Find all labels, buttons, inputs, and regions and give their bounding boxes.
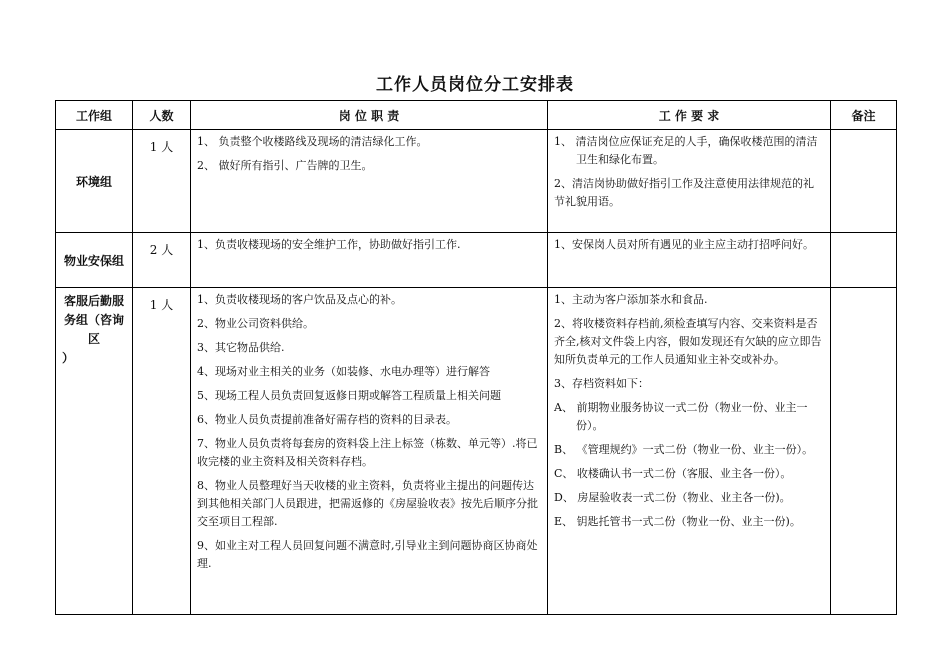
count-cell: 1 人 [133, 288, 191, 615]
note-cell [831, 288, 897, 615]
table-row [56, 288, 897, 615]
duty-item: 5、现场工程人员负责回复返修日期或解答工程质量上相关问题 [197, 389, 501, 402]
table-row [56, 130, 897, 233]
count-cell: 1 人 [133, 130, 191, 233]
header-count: 人数 [133, 101, 191, 130]
requirement-cell [548, 130, 831, 233]
requirement-item: 2、将收楼资料存档前,须检查填写内容、交来资料是否齐全,核对文件袋上内容，假如发现还有欠缺的应立即告知所负责单元的工作人员通知业主补交或补办。 [554, 317, 822, 366]
duty-item: 8、物业人员整理好当天收楼的业主资料，负责将业主提出的问题传达到其他相关部门人员跟进，把需返修的《房屋验收表》按先后顺序分批交至项目工程部. [197, 479, 538, 528]
header-duty: 岗 位 职 责 [191, 101, 548, 130]
table-header-row [56, 101, 897, 130]
requirement-item: 1、安保岗人员对所有遇见的业主应主动打招呼问好。 [554, 238, 814, 251]
group-cell: 物业安保组 [56, 233, 133, 288]
requirement-item: A、 前期物业服务协议一式二份（物业一份、业主一份）。 [554, 401, 808, 432]
duty-item: 9、如业主对工程人员回复问题不满意时,引导业主到问题协商区协商处理. [197, 539, 538, 570]
requirement-item: B、 《管理规约》一式二份（物业一份、业主一份）。 [554, 443, 814, 456]
duty-cell [191, 233, 548, 288]
duty-cell [191, 130, 548, 233]
duty-item: 1、负责收楼现场的安全维护工作，协助做好指引工作. [197, 238, 461, 251]
count-cell: 2 人 [133, 233, 191, 288]
duty-item: 1、 负责整个收楼路线及现场的清洁绿化工作。 [197, 135, 428, 148]
group-line: 客服后勤服 [63, 294, 124, 308]
group-cell: 环境组 [56, 130, 133, 233]
duty-item: 2、 做好所有指引、广告牌的卫生。 [197, 159, 373, 172]
group-cell [56, 288, 133, 615]
requirement-cell [548, 288, 831, 615]
duty-item: 3、其它物品供给. [197, 341, 285, 354]
requirement-item: 2、清洁岗协助做好指引工作及注意使用法律规范的礼节礼貌用语。 [554, 177, 814, 208]
group-line: 务组（咨询 [63, 313, 124, 327]
group-line: 区 [87, 332, 100, 346]
requirement-item: C、 收楼确认书一式二份（客服、业主各一份）。 [554, 467, 792, 480]
requirement-item: D、 房屋验收表一式二份（物业、业主各一份)。 [554, 491, 791, 504]
duty-item: 4、现场对业主相关的业务（如装修、水电办理等）进行解答 [197, 365, 490, 378]
requirement-item: 1、主动为客户添加茶水和食品. [554, 293, 708, 306]
duty-item: 7、物业人员负责将每套房的资料袋上注上标签（栋数、单元等）.将已收完楼的业主资料及相关资料存档。 [197, 437, 538, 468]
duty-item: 2、物业公司资料供给。 [197, 317, 314, 330]
requirement-item: 3、存档资料如下： [554, 377, 649, 390]
requirement-item: 1、 清洁岗位应保证充足的人手，确保收楼范围的清洁卫生和绿化布置。 [554, 135, 818, 166]
document-title: 工作人员岗位分工安排表 [376, 75, 574, 95]
header-group: 工作组 [56, 101, 133, 130]
duty-item: 1、负责收楼现场的客户饮品及点心的补。 [197, 293, 402, 306]
duty-item: 6、物业人员负责提前准备好需存档的资料的目录表。 [197, 413, 457, 426]
duty-cell [191, 288, 548, 615]
note-cell [831, 130, 897, 233]
requirement-cell [548, 233, 831, 288]
header-requirement: 工 作 要 求 [548, 101, 831, 130]
header-note: 备注 [831, 101, 897, 130]
assignment-table [55, 100, 897, 615]
group-line: ） [62, 351, 75, 365]
table-row [56, 233, 897, 288]
note-cell [831, 233, 897, 288]
requirement-item: E、 钥匙托管书一式二份（物业一份、业主一份)。 [554, 515, 801, 528]
